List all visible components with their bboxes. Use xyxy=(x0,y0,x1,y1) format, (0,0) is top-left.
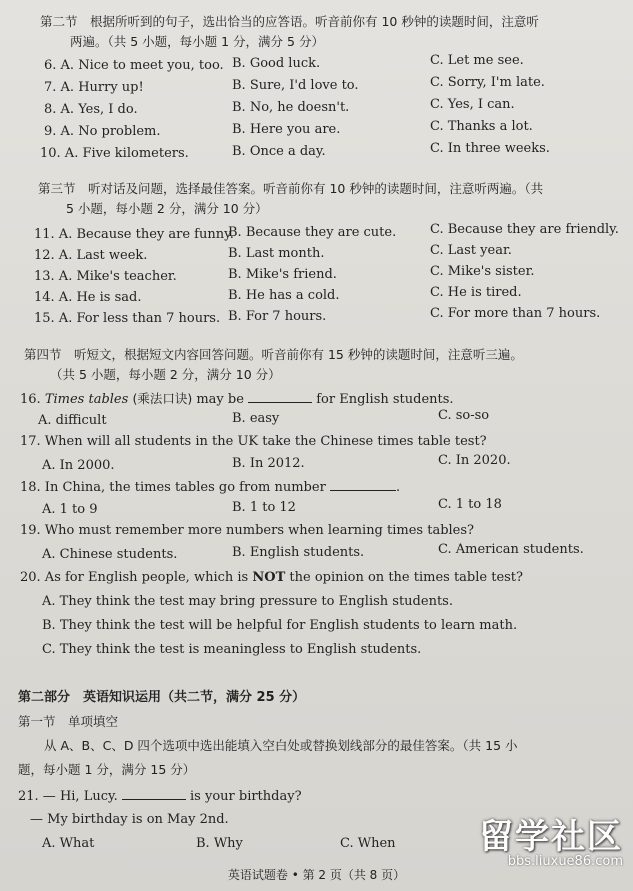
watermark-logo: 留学社区 xyxy=(479,817,623,857)
q18-text-post: . xyxy=(395,480,401,495)
page-footer: 英语试题卷 • 第 2 页（共 8 页） xyxy=(227,868,406,882)
q15-option-a: 15. A. For less than 7 hours. xyxy=(34,311,221,326)
watermark xyxy=(479,809,623,869)
q8-option-a: 8. A. Yes, I do. xyxy=(44,102,138,117)
q20-option-a: A. They think the test may bring pressure to English students. xyxy=(42,594,453,609)
q15-option-b: B. For 7 hours. xyxy=(228,309,327,324)
q10-option-c: C. In three weeks. xyxy=(430,141,550,156)
q20-option-c: C. They think the test is meaningless to English students. xyxy=(42,642,422,657)
q16-option-a: A. difficult xyxy=(38,413,107,428)
q21-text-post: is your birthday? xyxy=(190,789,302,804)
q21-option-a: A. What xyxy=(42,836,95,851)
q21-blank xyxy=(122,788,186,800)
q18-option-a: A. 1 to 9 xyxy=(42,502,98,517)
q18-option-c: C. 1 to 18 xyxy=(438,497,502,512)
q9-option-a: 9. A. No problem. xyxy=(44,124,161,139)
section4-header-line1: 第四节 听短文，根据短文内容回答问题。听音前你有 15 秒钟的读题时间，注意听三遍。 xyxy=(24,347,523,362)
q20-text-pre: 20. As for English people, which is xyxy=(20,570,249,585)
q20-option-b: B. They think the test will be helpful for English students to learn math. xyxy=(42,618,518,633)
section4-header-line2: （共 5 小题，每小题 2 分，满分 10 分） xyxy=(50,367,281,382)
q21-text-pre: 21. — Hi, Lucy. xyxy=(18,789,118,804)
q20-text-post: the opinion on the times table test? xyxy=(289,570,524,585)
q16-chinese-gloss: (乘法口诀) xyxy=(132,391,193,406)
q15-option-c: C. For more than 7 hours. xyxy=(430,306,601,321)
q12-option-c: C. Last year. xyxy=(430,243,512,258)
q6-option-b: B. Good luck. xyxy=(232,56,321,71)
q21-option-b: B. Why xyxy=(196,836,243,851)
q11-option-b: B. Because they are cute. xyxy=(228,225,397,240)
q13-option-b: B. Mike's friend. xyxy=(228,267,337,282)
q20-stem xyxy=(20,570,523,586)
q16-number: 16. xyxy=(20,392,41,407)
q16-blank xyxy=(248,391,312,403)
part2-instructions-line1: 从 A、B、C、D 四个选项中选出能填入空白处或替换划线部分的最佳答案。（共 15 小 xyxy=(44,738,518,753)
watermark-url: bbs.liuxue86.com xyxy=(507,854,623,869)
q21-reply: — My birthday is on May 2nd. xyxy=(30,812,229,827)
section3-header-line2: 5 小题，每小题 2 分，满分 10 分） xyxy=(66,201,268,216)
q16-stem xyxy=(20,391,454,408)
q14-option-a: 14. A. He is sad. xyxy=(34,290,142,305)
q7-option-c: C. Sorry, I'm late. xyxy=(430,75,545,90)
q20-emphasis: NOT xyxy=(252,570,286,585)
q17-option-c: C. In 2020. xyxy=(438,453,511,468)
q19-option-c: C. American students. xyxy=(438,542,584,557)
q9-option-b: B. Here you are. xyxy=(232,122,341,137)
q8-option-c: C. Yes, I can. xyxy=(430,97,515,112)
q16-italic-term: Times tables xyxy=(44,392,129,407)
q18-option-b: B. 1 to 12 xyxy=(232,500,296,515)
q16-option-b: B. easy xyxy=(232,411,280,426)
q17-option-b: B. In 2012. xyxy=(232,456,305,471)
q6-option-a: 6. A. Nice to meet you, too. xyxy=(44,58,224,73)
q18-blank xyxy=(330,479,396,491)
q21-stem xyxy=(18,788,302,805)
q10-option-b: B. Once a day. xyxy=(232,144,326,159)
q11-option-c: C. Because they are friendly. xyxy=(430,222,619,237)
part2-instructions-line2: 题，每小题 1 分，满分 15 分） xyxy=(18,762,196,777)
q19-option-a: A. Chinese students. xyxy=(42,547,178,562)
q19-stem: 19. Who must remember more numbers when learning times tables? xyxy=(20,523,475,538)
q19-option-b: B. English students. xyxy=(232,545,365,560)
section2-header-line1: 第二节 根据所听到的句子，选出恰当的应答语。听音前你有 10 秒钟的读题时间，注意听 xyxy=(40,14,539,29)
q18-text: 18. In China, the times tables go from number xyxy=(20,480,326,495)
q12-option-b: B. Last month. xyxy=(228,246,325,261)
q6-option-c: C. Let me see. xyxy=(430,53,524,68)
q16-option-c: C. so-so xyxy=(438,408,490,423)
section2-header-line2: 两遍。（共 5 小题，每小题 1 分，满分 5 分） xyxy=(70,34,324,49)
q11-option-a: 11. A. Because they are funny. xyxy=(34,227,234,242)
part2-section1-title: 第一节 单项填空 xyxy=(18,714,119,729)
q7-option-a: 7. A. Hurry up! xyxy=(44,80,144,95)
q17-stem: 17. When will all students in the UK take the Chinese times table test? xyxy=(20,434,487,449)
q21-option-c: C. When xyxy=(340,836,396,851)
part2-title: 第二部分 英语知识运用（共二节，满分 25 分） xyxy=(18,690,306,705)
q16-text-pre: may be xyxy=(196,392,244,407)
q9-option-c: C. Thanks a lot. xyxy=(430,119,533,134)
q13-option-a: 13. A. Mike's teacher. xyxy=(34,269,177,284)
q10-option-a: 10. A. Five kilometers. xyxy=(40,146,189,161)
q14-option-b: B. He has a cold. xyxy=(228,288,340,303)
q18-stem xyxy=(20,479,400,496)
q13-option-c: C. Mike's sister. xyxy=(430,264,535,279)
q16-text-post: for English students. xyxy=(316,392,454,407)
q14-option-c: C. He is tired. xyxy=(430,285,522,300)
q12-option-a: 12. A. Last week. xyxy=(34,248,148,263)
section3-header-line1: 第三节 听对话及问题，选择最佳答案。听音前你有 10 秒钟的读题时间，注意听两遍。（共 xyxy=(38,181,544,196)
q8-option-b: B. No, he doesn't. xyxy=(232,100,350,115)
q17-option-a: A. In 2000. xyxy=(42,458,115,473)
q7-option-b: B. Sure, I'd love to. xyxy=(232,78,359,93)
